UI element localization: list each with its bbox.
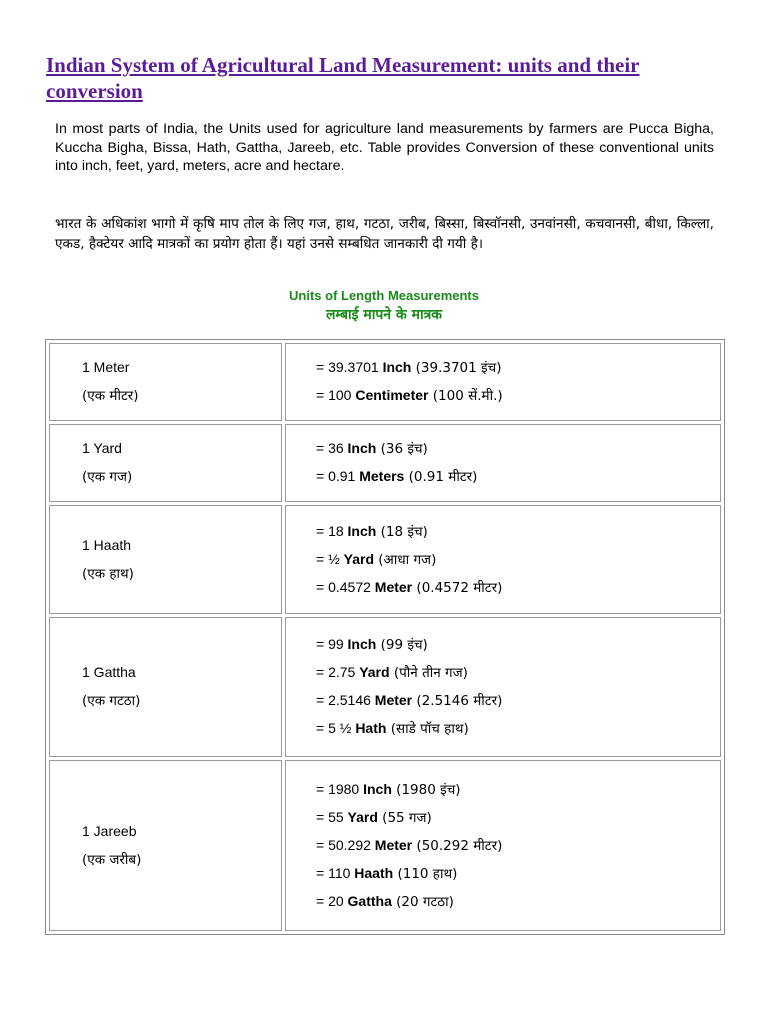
conversion-line: = 50.292 Meter (50.292 मीटर) [316, 836, 503, 854]
unit-name-english: 1 Haath [82, 536, 132, 553]
unit-name-english: 1 Gattha [82, 664, 136, 680]
conversion-line: = 100 Centimeter (100 सें.मी.) [316, 387, 503, 404]
conversion-line: = 18 Inch (18 इंच) [316, 522, 428, 540]
table-row [49, 343, 721, 421]
conversion-line: = 36 Inch (36 इंच) [316, 440, 428, 457]
conversion-cell [285, 424, 721, 502]
unit-name-hindi: (एक मीटर) [82, 388, 139, 404]
conversion-line: = 99 Inch (99 इंच) [316, 636, 428, 653]
conversion-line: = 2.5146 Meter (2.5146 मीटर) [316, 692, 503, 709]
conversion-line: = 1980 Inch (1980 इंच) [316, 780, 461, 798]
unit-name-hindi: (एक गज) [82, 469, 133, 485]
unit-name-hindi: (एक हाथ) [82, 565, 134, 582]
section-title-hindi: लम्बाई मापने के मात्रक [325, 307, 443, 323]
conversion-cell [285, 760, 721, 931]
unit-name-english: 1 Yard [82, 440, 122, 456]
unit-name-english: 1 Meter [82, 359, 130, 375]
unit-cell [49, 617, 282, 757]
unit-cell [49, 760, 282, 931]
table-row [49, 617, 721, 757]
conversion-line: = ½ Yard (आधा गज) [316, 550, 437, 568]
conversion-line: = 110 Haath (110 हाथ) [316, 864, 458, 882]
page-title: Indian System of Agricultural Land Measurement: units and their conversion [46, 53, 640, 103]
unit-name-english: 1 Jareeb [82, 822, 137, 839]
conversion-line: = 39.3701 Inch (39.3701 इंच) [316, 359, 502, 376]
table-row [49, 424, 721, 502]
conversion-cell [285, 617, 721, 757]
unit-cell [49, 343, 282, 421]
unit-cell [49, 505, 282, 614]
intro-english: In most parts of India, the Units used for agriculture land measurements by farmers are Pucca Bigha, Kuccha Bigha, Bissa, Hath, Gattha, Jareeb, etc. Table provides Conversion of these conventional units into inch, feet, yard, meters, acre and hectare. [55, 121, 714, 174]
section-title-english: Units of Length Measurements [289, 288, 479, 303]
conversion-line: = 2.75 Yard (पौने तीन गज) [316, 664, 468, 681]
intro-hindi: भारत के अधिकांश भागो में कृषि माप तोल के लिए गज, हाथ, गटठा, जरीब, बिस्सा, बिस्वॉनसी, उनवांनसी, कचवानसी, बीधा, किल्ला, एकड, हैक्टेयर आदि मात्रकों का प्रयोग होता हैं। यहां उनसे सम्बधित जानकारी दी गयी है। [55, 216, 714, 252]
conversion-cell [285, 505, 721, 614]
conversion-line: = 20 Gattha (20 गटठा) [316, 892, 454, 910]
unit-name-hindi: (एक गटठा) [82, 693, 141, 709]
conversion-line: = 55 Yard (55 गज) [316, 808, 432, 826]
length-units-table [45, 339, 725, 935]
table-row [49, 760, 721, 931]
table-row [49, 505, 721, 614]
unit-name-hindi: (एक जरीब) [82, 851, 142, 868]
conversion-line: = 5 ½ Hath (साडे पॉच हाथ) [316, 720, 469, 737]
conversion-cell [285, 343, 721, 421]
conversion-line: = 0.4572 Meter (0.4572 मीटर) [316, 578, 503, 596]
unit-cell [49, 424, 282, 502]
conversion-line: = 0.91 Meters (0.91 मीटर) [316, 468, 478, 485]
